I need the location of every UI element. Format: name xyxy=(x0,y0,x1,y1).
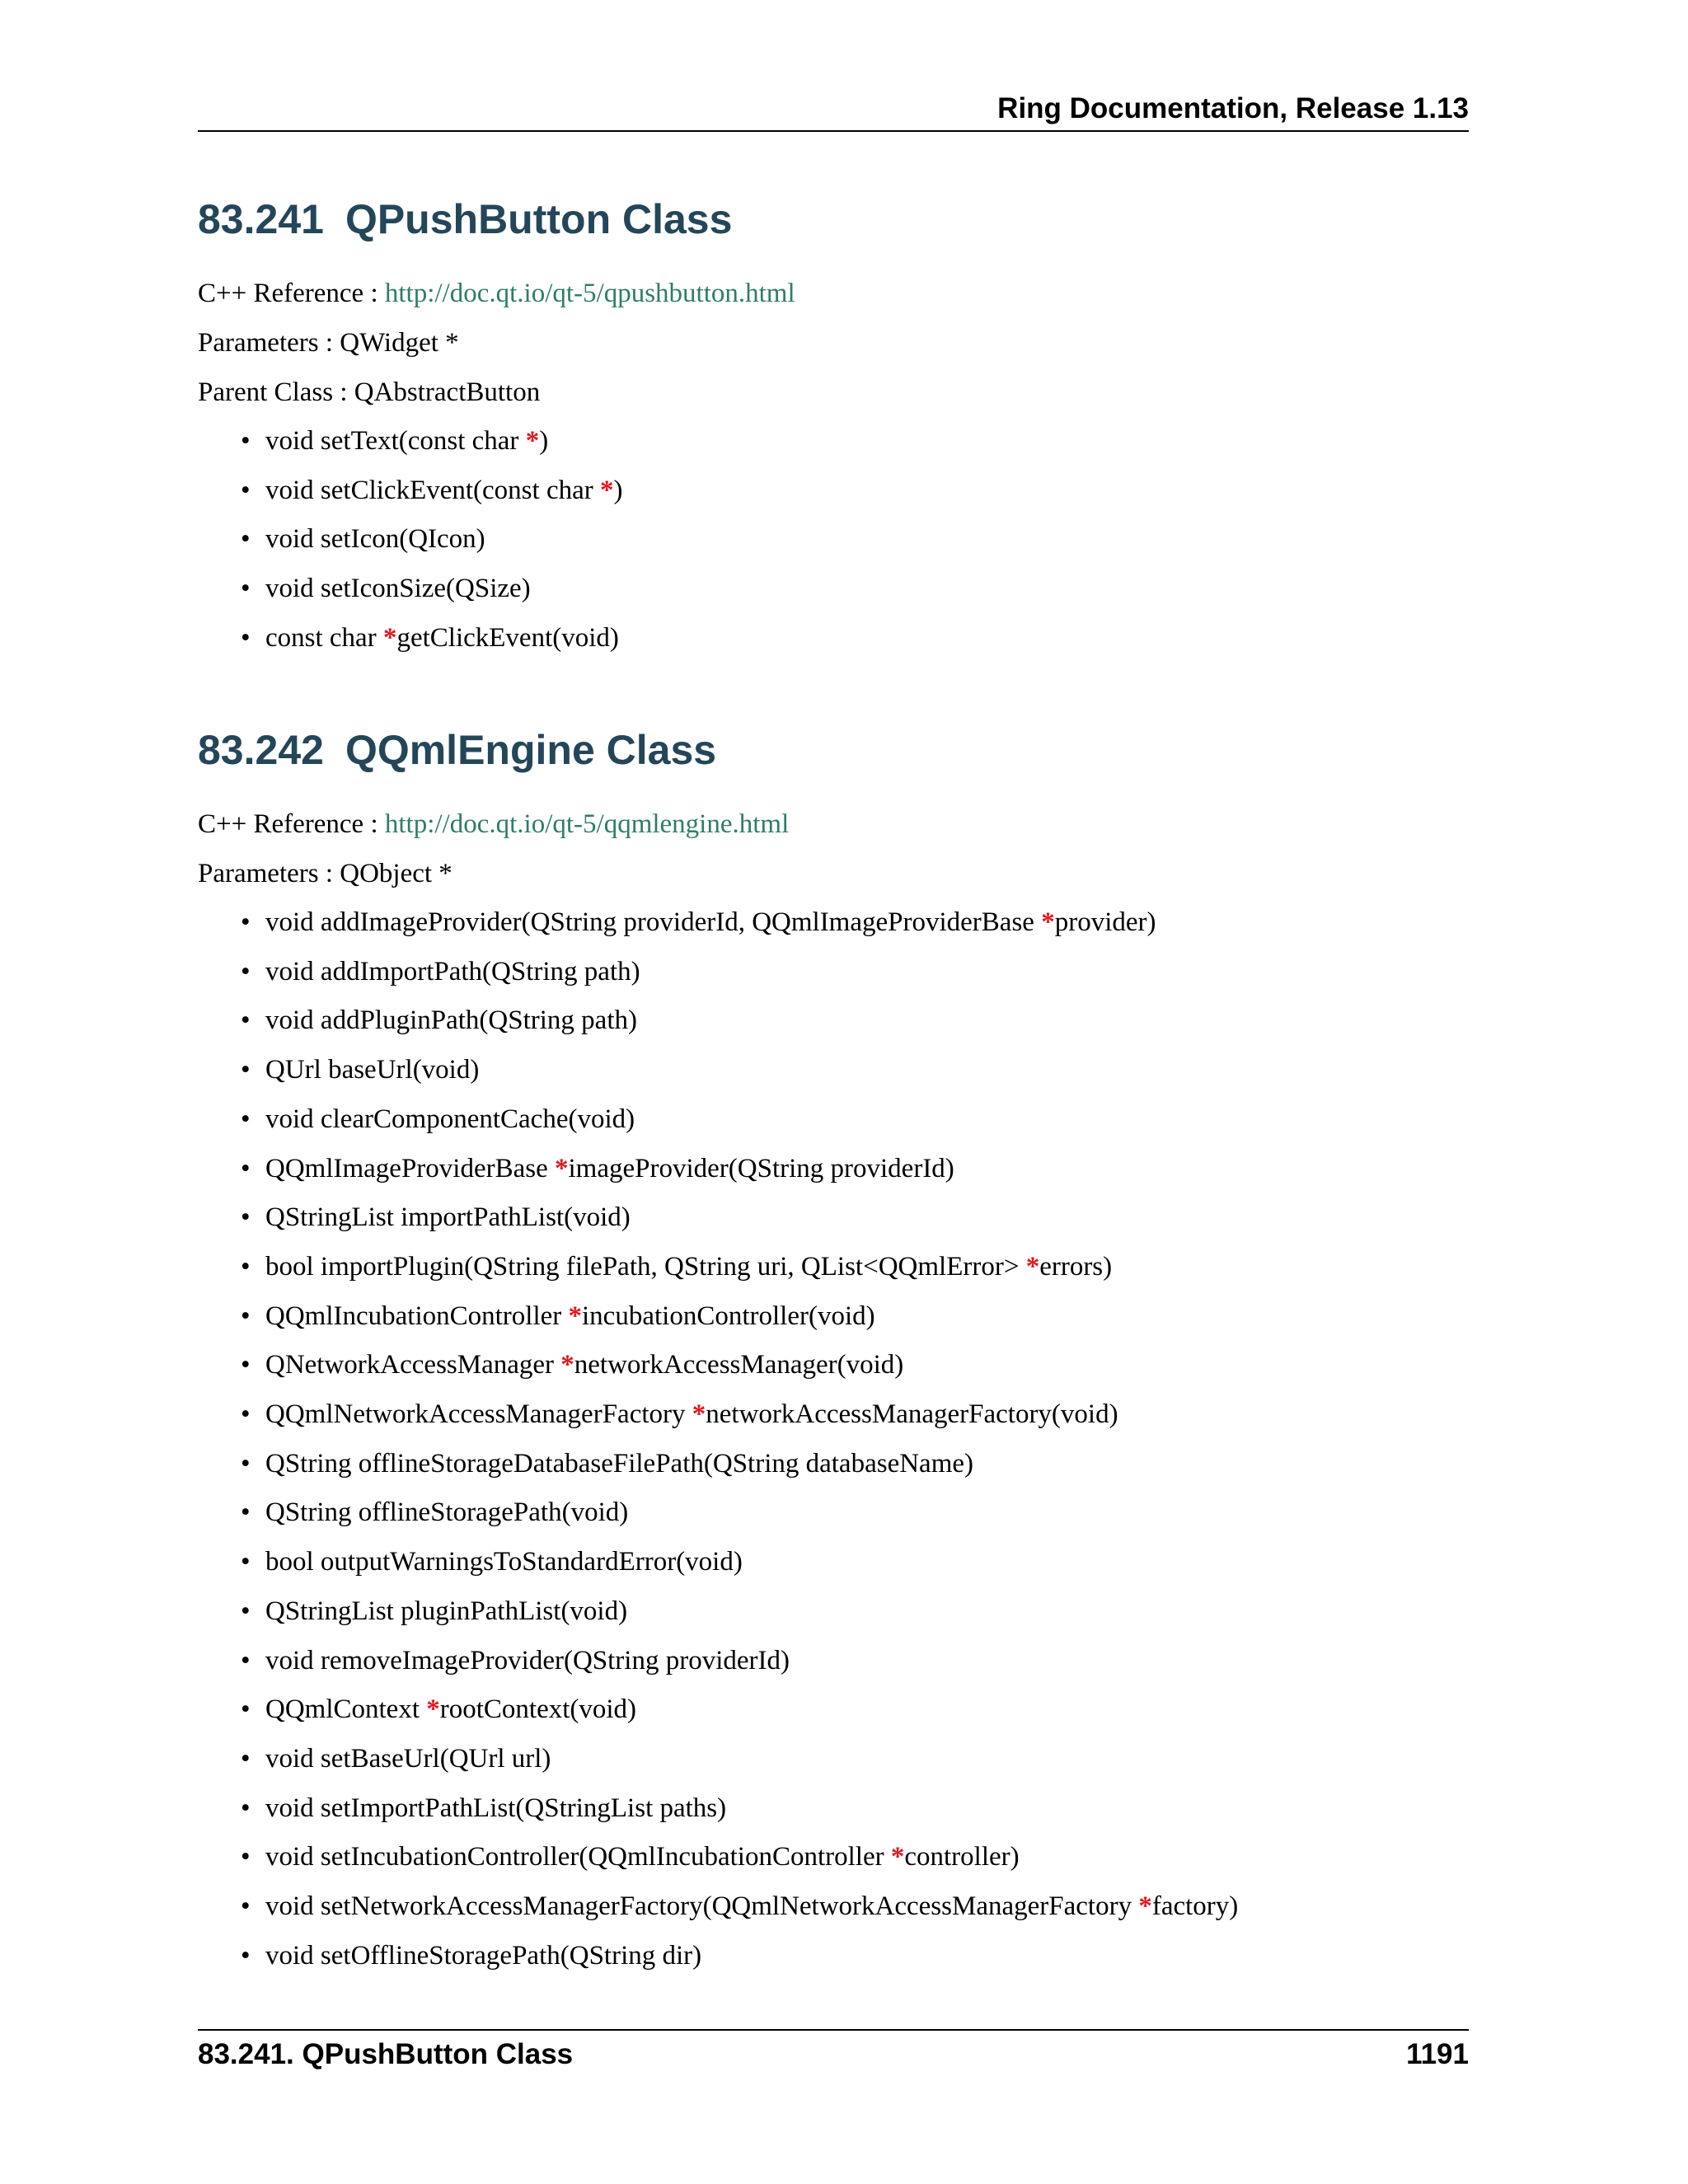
bullet-icon: • xyxy=(241,1645,251,1675)
bullet-icon: • xyxy=(241,1842,251,1872)
bullet-icon: • xyxy=(241,1104,251,1134)
bullet-icon: • xyxy=(241,574,251,604)
bullet-icon: • xyxy=(241,1202,251,1233)
method-text: errors) xyxy=(1039,1251,1113,1282)
method-text: imageProvider(QString providerId) xyxy=(568,1153,954,1183)
bullet-icon: • xyxy=(241,1940,251,1971)
section-number: 83.242 xyxy=(198,727,324,773)
method-text: void setBaseUrl(QUrl url) xyxy=(265,1743,551,1774)
cpp-reference xyxy=(198,269,1469,318)
method-item xyxy=(241,1882,1469,1932)
method-item xyxy=(241,898,1469,948)
parameters-line: Parameters : QObject * xyxy=(198,859,452,888)
section-heading xyxy=(198,719,1469,781)
bullet-icon: • xyxy=(241,426,251,456)
cpp-reference-label: C++ Reference : xyxy=(198,279,385,308)
pointer-asterisk: * xyxy=(555,1153,569,1183)
pointer-asterisk: * xyxy=(1025,1251,1040,1282)
pointer-asterisk: * xyxy=(525,426,540,456)
bullet-icon: • xyxy=(241,956,251,987)
method-item xyxy=(241,1193,1469,1243)
method-text: factory) xyxy=(1151,1891,1239,1922)
bullet-icon: • xyxy=(241,907,251,937)
method-item xyxy=(241,1735,1469,1784)
cpp-reference-label: C++ Reference : xyxy=(198,809,385,839)
method-item xyxy=(241,1243,1469,1292)
method-text: incubationController(void) xyxy=(582,1301,875,1331)
cpp-reference-link[interactable]: http://doc.qt.io/qt-5/qpushbutton.html xyxy=(384,279,795,308)
method-text: networkAccessManager(void) xyxy=(574,1350,904,1380)
method-text: void removeImageProvider(QString providerId) xyxy=(265,1645,790,1675)
section-qpushbutton xyxy=(198,188,1469,663)
running-header: Ring Documentation, Release 1.13 xyxy=(997,92,1469,124)
method-text: ) xyxy=(613,475,623,505)
pointer-asterisk: * xyxy=(560,1350,574,1380)
pointer-asterisk: * xyxy=(1041,907,1055,937)
bullet-icon: • xyxy=(241,1055,251,1085)
method-text: void setIconSize(QSize) xyxy=(265,574,531,604)
method-item xyxy=(241,1833,1469,1882)
method-text: QUrl baseUrl(void) xyxy=(265,1055,480,1085)
method-item xyxy=(241,1587,1469,1637)
method-text: void setOfflineStoragePath(QString dir) xyxy=(265,1940,702,1971)
method-text: void setIcon(QIcon) xyxy=(265,524,485,555)
method-item xyxy=(241,1095,1469,1145)
method-item xyxy=(241,1341,1469,1390)
pointer-asterisk: * xyxy=(426,1694,440,1725)
bullet-icon: • xyxy=(241,1547,251,1577)
method-item xyxy=(241,1685,1469,1735)
method-text: QQmlNetworkAccessManagerFactory xyxy=(265,1399,692,1430)
method-text: getClickEvent(void) xyxy=(396,622,619,653)
bullet-icon: • xyxy=(241,1153,251,1183)
bullet-icon: • xyxy=(241,1596,251,1626)
pointer-asterisk: * xyxy=(890,1842,905,1872)
bullet-icon: • xyxy=(241,1694,251,1725)
bullet-icon: • xyxy=(241,1350,251,1380)
method-item xyxy=(241,565,1469,614)
method-text: void setImportPathList(QStringList paths) xyxy=(265,1793,727,1823)
section-title-text: QPushButton Class xyxy=(345,196,733,242)
method-item xyxy=(241,1538,1469,1587)
method-text: bool outputWarningsToStandardError(void) xyxy=(265,1547,743,1577)
method-list xyxy=(198,417,1469,663)
method-text: void setText(const char xyxy=(265,426,526,456)
method-text: rootContext(void) xyxy=(439,1694,637,1725)
method-text: void setNetworkAccessManagerFactory(QQmlNetworkAccessManagerFactory xyxy=(265,1891,1139,1922)
pointer-asterisk: * xyxy=(692,1399,706,1430)
section-heading xyxy=(198,188,1469,251)
method-item xyxy=(241,1488,1469,1538)
bullet-icon: • xyxy=(241,1005,251,1036)
method-list xyxy=(198,898,1469,1980)
method-item xyxy=(241,1440,1469,1489)
method-text: QQmlContext xyxy=(265,1694,427,1725)
bullet-icon: • xyxy=(241,1301,251,1331)
method-item xyxy=(241,1046,1469,1095)
method-text: provider) xyxy=(1054,907,1156,937)
method-item xyxy=(241,1145,1469,1194)
bullet-icon: • xyxy=(241,622,251,653)
bullet-icon: • xyxy=(241,1497,251,1528)
method-text: ) xyxy=(539,426,549,456)
method-item xyxy=(241,1390,1469,1440)
method-text: QStringList importPathList(void) xyxy=(265,1202,631,1233)
method-item xyxy=(241,948,1469,997)
bullet-icon: • xyxy=(241,524,251,555)
method-text: QString offlineStorageDatabaseFilePath(QString databaseName) xyxy=(265,1448,973,1479)
method-text: QNetworkAccessManager xyxy=(265,1350,561,1380)
page-number: 1191 xyxy=(1406,2038,1469,2070)
method-text: controller) xyxy=(904,1842,1020,1872)
method-item xyxy=(241,1932,1469,1981)
bullet-icon: • xyxy=(241,1743,251,1774)
pointer-asterisk: * xyxy=(1138,1891,1152,1922)
method-item xyxy=(241,466,1469,516)
method-item xyxy=(241,996,1469,1046)
method-text: void setIncubationController(QQmlIncubationController xyxy=(265,1842,891,1872)
method-item xyxy=(241,515,1469,565)
section-number: 83.241 xyxy=(198,196,324,242)
section-qqmlengine xyxy=(198,719,1469,1980)
bullet-icon: • xyxy=(241,1399,251,1430)
method-text: void addPluginPath(QString path) xyxy=(265,1005,637,1036)
method-text: QQmlImageProviderBase xyxy=(265,1153,555,1183)
method-item xyxy=(241,614,1469,663)
method-text: QStringList pluginPathList(void) xyxy=(265,1596,628,1626)
method-text: bool importPlugin(QString filePath, QString uri, QList<QQmlError> xyxy=(265,1251,1026,1282)
method-text: QString offlineStoragePath(void) xyxy=(265,1497,629,1528)
bullet-icon: • xyxy=(241,1793,251,1823)
method-item xyxy=(241,1292,1469,1342)
footer-section-ref: 83.241. QPushButton Class xyxy=(198,2038,574,2070)
bullet-icon: • xyxy=(241,1891,251,1922)
method-text: void setClickEvent(const char xyxy=(265,475,600,505)
method-text: void addImageProvider(QString providerId, QQmlImageProviderBase xyxy=(265,907,1042,937)
method-text: networkAccessManagerFactory(void) xyxy=(706,1399,1118,1430)
parameters-line: Parameters : QWidget * xyxy=(198,328,459,358)
method-text: void addImportPath(QString path) xyxy=(265,956,640,987)
parent-class-line: Parent Class : QAbstractButton xyxy=(198,377,541,407)
method-item xyxy=(241,1784,1469,1834)
pointer-asterisk: * xyxy=(382,622,397,653)
method-item xyxy=(241,1637,1469,1686)
method-text: QQmlIncubationController xyxy=(265,1301,569,1331)
footer-rule xyxy=(198,2029,1469,2031)
bullet-icon: • xyxy=(241,1251,251,1282)
method-item xyxy=(241,417,1469,466)
pointer-asterisk: * xyxy=(599,475,614,505)
cpp-reference-link[interactable]: http://doc.qt.io/qt-5/qqmlengine.html xyxy=(384,809,790,839)
header-rule xyxy=(198,130,1469,132)
bullet-icon: • xyxy=(241,475,251,505)
pointer-asterisk: * xyxy=(568,1301,583,1331)
cpp-reference xyxy=(198,799,1469,849)
method-text: const char xyxy=(265,622,383,653)
method-text: void clearComponentCache(void) xyxy=(265,1104,635,1134)
bullet-icon: • xyxy=(241,1448,251,1479)
section-title-text: QQmlEngine Class xyxy=(345,727,717,773)
